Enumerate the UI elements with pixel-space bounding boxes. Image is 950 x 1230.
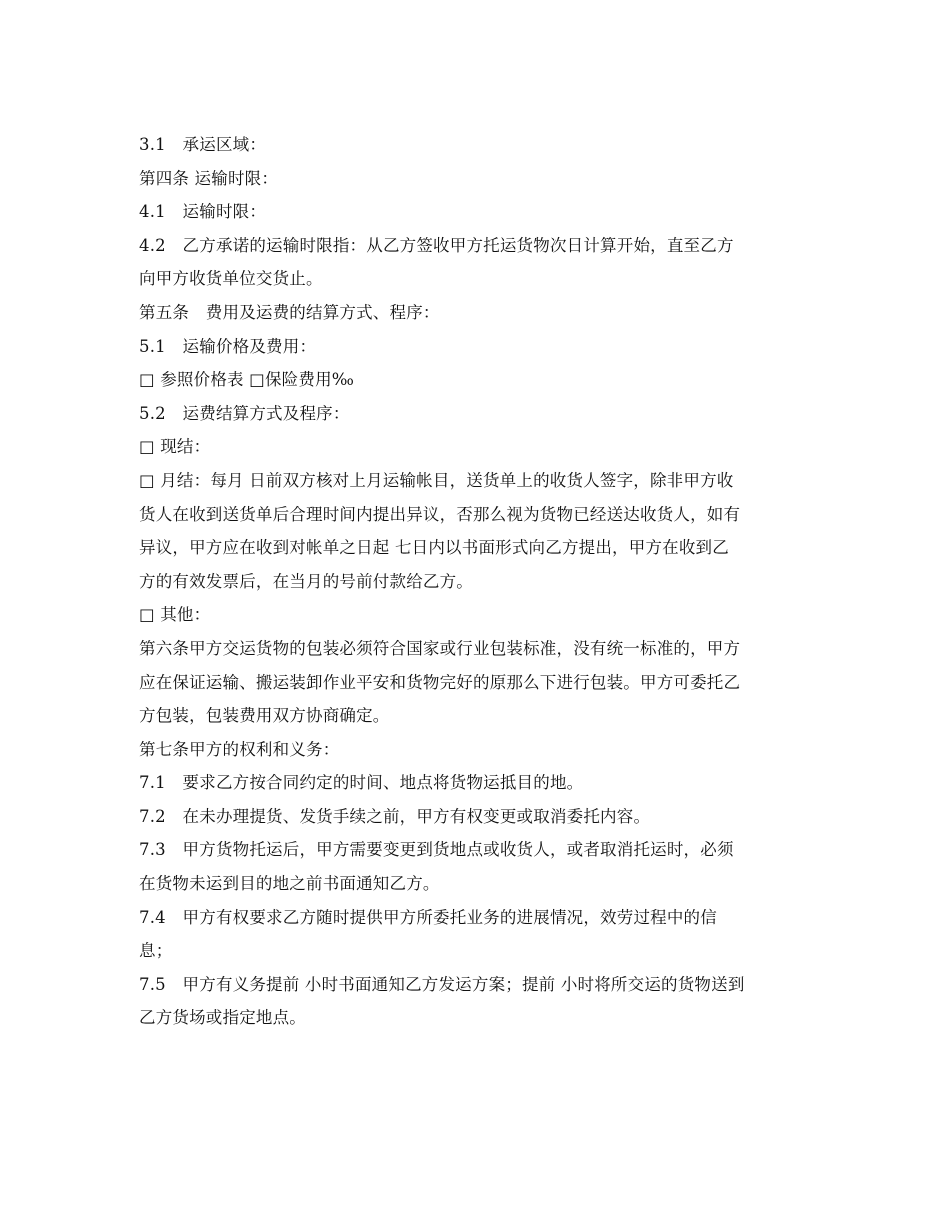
checkbox-option-price-table: □ 参照价格表 □保险费用‰	[139, 370, 355, 390]
checkbox-option-monthly: □ 月结：每月 日前双方核对上月运输帐目，送货单上的收货人签字，除非甲方收	[139, 470, 734, 490]
clause-7-4: 7.4 甲方有权要求乙方随时提供甲方所委托业务的进展情况，效劳过程中的信	[139, 907, 717, 927]
monthly-cont-3: 方的有效发票后，在当月的号前付款给乙方。	[139, 571, 473, 591]
checkbox-option-other: □ 其他：	[139, 605, 211, 625]
article-6-cont-2: 方包装，包装费用双方协商确定。	[139, 706, 390, 726]
clause-4-1: 4.1 运输时限：	[139, 202, 267, 222]
article-4-heading: 第四条 运输时限：	[139, 168, 279, 188]
monthly-cont-1: 货人在收到送货单后合理时间内提出异议，否那么视为货物已经送达收货人，如有	[139, 504, 741, 524]
checkbox-option-cash: □ 现结：	[139, 437, 211, 457]
clause-7-2: 7.2 在未办理提货、发货手续之前，甲方有权变更或取消委托内容。	[139, 806, 651, 826]
document-body	[139, 128, 811, 1035]
clause-3-1: 3.1 承运区域：	[139, 135, 267, 154]
article-6: 第六条甲方交运货物的包装必须符合国家或行业包装标准，没有统一标准的，甲方	[139, 638, 741, 658]
article-6-cont-1: 应在保证运输、搬运装卸作业平安和货物完好的原那么下进行包装。甲方可委托乙	[139, 672, 741, 692]
clause-7-4-cont: 息；	[139, 941, 173, 961]
monthly-cont-2: 异议，甲方应在收到对帐单之日起 七日内以书面形式向乙方提出，甲方在收到乙	[139, 538, 729, 558]
clause-7-5: 7.5 甲方有义务提前 小时书面通知乙方发运方案；提前 小时将所交运的货物送到	[139, 974, 745, 994]
article-7-heading: 第七条甲方的权利和义务：	[139, 739, 340, 759]
article-5-heading: 第五条 费用及运费的结算方式、程序：	[139, 302, 440, 322]
clause-7-5-cont: 乙方货场或指定地点。	[139, 1008, 306, 1028]
clause-5-1: 5.1 运输价格及费用：	[139, 336, 317, 356]
clause-7-1: 7.1 要求乙方按合同约定的时间、地点将货物运抵目的地。	[139, 773, 584, 793]
clause-5-2: 5.2 运费结算方式及程序：	[139, 403, 350, 423]
clause-7-3-cont: 在货物未运到目的地之前书面通知乙方。	[139, 874, 440, 894]
clause-4-2: 4.2 乙方承诺的运输时限指：从乙方签收甲方托运货物次日计算开始，直至乙方	[139, 235, 734, 255]
clause-7-3: 7.3 甲方货物托运后，甲方需要变更到货地点或收货人，或者取消托运时，必须	[139, 840, 734, 860]
clause-4-2-cont: 向甲方收货单位交货止。	[139, 269, 323, 289]
